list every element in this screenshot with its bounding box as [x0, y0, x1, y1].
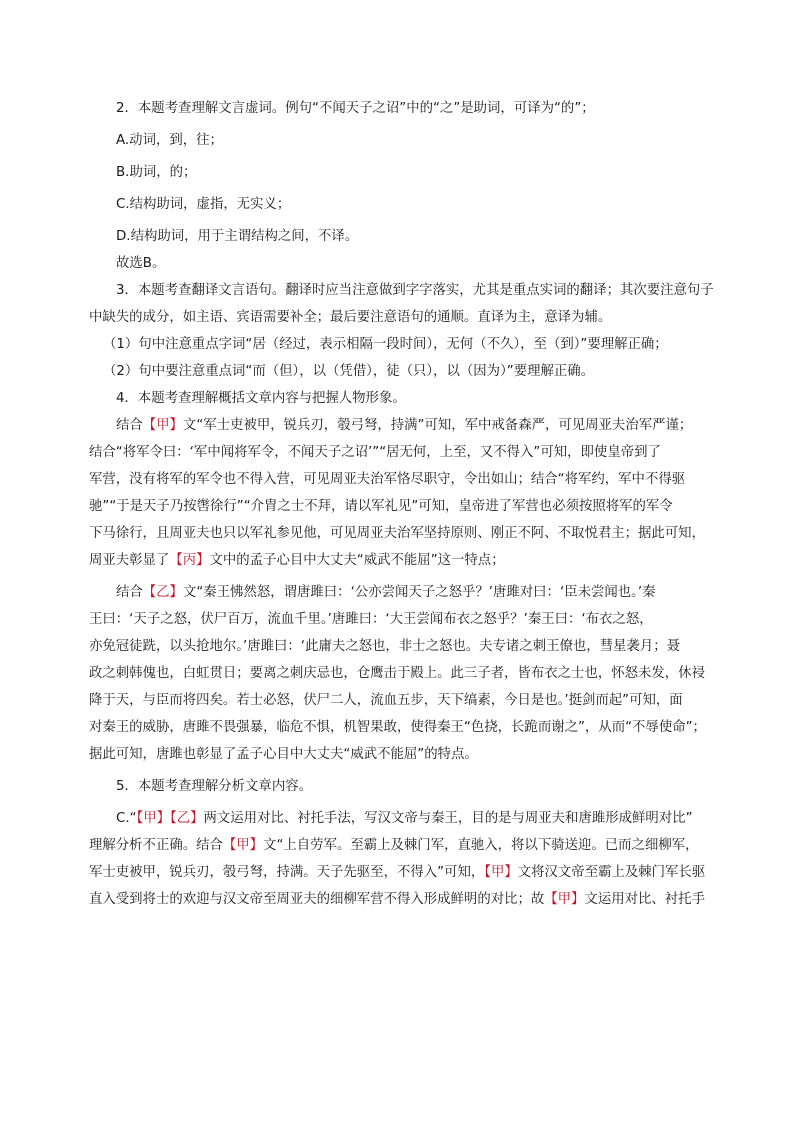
q4-p1-line-3: 军营，没有将军的军令也不得入营，可见周亚夫治军恪尽职守，令出如山；结合“将军约，军中不得驱 [89, 472, 686, 487]
q4-p2-line-7: 据此可知，唐雎也彰显了孟子心目中大丈夫“威武不能屈”的特点。 [89, 747, 478, 762]
q3-intro-line-2: 中缺失的成分，如主语、宾语需要补全；最后要注意语句的通顺。直译为主，意译为辅。 [89, 310, 612, 325]
text-marker-jia: 【甲】 [484, 865, 518, 880]
text-span: 文“秦王怫然怒，谓唐雎曰：‘公亦尝闻天子之怒乎？’唐雎对曰：‘臣未尝闻也。’秦 [182, 585, 656, 600]
q3-point-2: （2）句中要注意重点词“而（但），以（凭借），徒（只），以（因为）”要理解正确。 [103, 364, 595, 379]
q4-p2-line-4: 政之刺韩傀也，白虹贯日；要离之刺庆忌也，仓鹰击于殿上。此三子者，皆布衣之士也，怀怒未发，休祲 [89, 666, 705, 681]
text-marker-jia: 【甲】 [142, 418, 183, 433]
text-marker-jia: 【甲】 [544, 892, 585, 907]
q2-option-a: A.动词，到，往； [116, 133, 223, 148]
q5-line-2 [89, 835, 707, 857]
text-span: 直入受到将士的欢迎与汉文帝至周亚夫的细柳军营不得入形成鲜明的对比；故 [89, 892, 545, 907]
q4-p2-line-6: 对秦王的威胁，唐雎不畏强暴，临危不惧，机智果敢，使得秦王“色挠，长跪而谢之”，从而“不辱使命”； [89, 720, 706, 735]
text-span: C.“ [116, 811, 137, 826]
q4-p1-line-2: 结合“将军令曰：‘军中闻将军令，不闻天子之诏’”“居无何，上至，又不得入”可知，即使皇帝到了 [89, 445, 661, 460]
text-span: 文中的孟子心目中大丈夫“威武不能屈”这一特点； [209, 553, 505, 568]
text-marker-jia: 【甲】 [136, 811, 171, 826]
q4-intro: 4．本题考查理解概括文章内容与把握人物形象。 [116, 391, 406, 406]
text-span: 文运用对比、衬托手 [584, 892, 705, 907]
q2-answer: 故选B。 [116, 256, 166, 271]
q2-option-b: B.助词，的； [116, 165, 197, 180]
text-span: 结合 [116, 585, 143, 600]
text-span: 结合 [116, 418, 143, 433]
text-span: 军士吏被甲，锐兵刃，彀弓弩，持满。天子先驱至，不得入”可知， [89, 865, 485, 880]
q4-p2-line-5: 降于天，与臣而将四矣。若士必怒，伏尸二人，流血五步，天下缟素，今日是也。’挺剑而起”可知，面 [89, 693, 683, 708]
q3-intro-line-1: 3．本题考查翻译文言语句。翻译时应当注意做到字字落实，尤其是重点实词的翻译；其次要注意句子 [116, 283, 714, 298]
q4-p2-line-2: 王曰：‘天子之怒，伏尸百万，流血千里。’唐雎曰：‘大王尝闻布衣之怒乎？’秦王曰：‘布衣之怒， [89, 612, 653, 627]
text-span: 两文运用对比、衬托手法，写汉文帝与秦王，目的是与周亚夫和唐雎形成鲜明对比” [203, 811, 693, 826]
q2-option-d: D.结构助词，用于主谓结构之间，不译。 [116, 229, 359, 244]
q4-p1-line-6 [89, 550, 707, 572]
q5-line-1 [89, 808, 707, 830]
q4-p2-line-1 [89, 582, 707, 604]
q5-intro: 5．本题考查理解分析文章内容。 [116, 779, 312, 794]
q5-line-3 [89, 862, 707, 884]
q2-intro: 2．本题考查理解文言虚词。例句“不闻天子之诏”中的“之”是助词，可译为“的”； [116, 101, 595, 116]
text-marker-yi: 【乙】 [170, 811, 204, 826]
text-span: 理解分析不正确。结合 [89, 838, 223, 853]
text-marker-yi: 【乙】 [142, 585, 183, 600]
q4-p1-line-5: 下马徐行，且周亚夫也只以军礼参见他，可见周亚夫治军坚持原则、刚正不阿、不取悦君主；据此可知， [89, 526, 705, 541]
text-span: 文“上自劳军。至霸上及棘门军，直驰入，将以下骑送迎。已而之细柳军， [263, 838, 699, 853]
q4-p1-line-4: 驰”“于是天子乃按辔徐行”“介胄之士不拜，请以军礼见”可知，皇帝进了军营也必须按照将军的军令 [89, 499, 673, 514]
q3-point-1: （1）句中注意重点字词“居（经过，表示相隔一段时间），无何（不久），至（到）”要理解正确； [103, 337, 668, 352]
text-marker-jia: 【甲】 [222, 838, 264, 853]
text-span: 文“军士吏被甲，锐兵刃，彀弓弩，持满”可知，军中戒备森严，可见周亚夫治军严谨； [182, 418, 693, 433]
text-marker-bing: 【丙】 [169, 553, 210, 568]
q4-p1-line-1 [89, 415, 707, 437]
document-page [89, 98, 714, 911]
text-span: 文将汉文帝至霸上及棘门军长驱 [517, 865, 706, 880]
q2-option-c: C.结构助词，虚指，无实义； [116, 197, 291, 212]
q5-line-4 [89, 889, 707, 911]
text-span: 周亚夫彰显了 [89, 553, 170, 568]
q4-p2-line-3: 亦免冠徒跣，以头抢地尔。’唐雎曰：‘此庸夫之怒也，非士之怒也。夫专诸之刺王僚也，彗星袭月；聂 [89, 639, 680, 654]
